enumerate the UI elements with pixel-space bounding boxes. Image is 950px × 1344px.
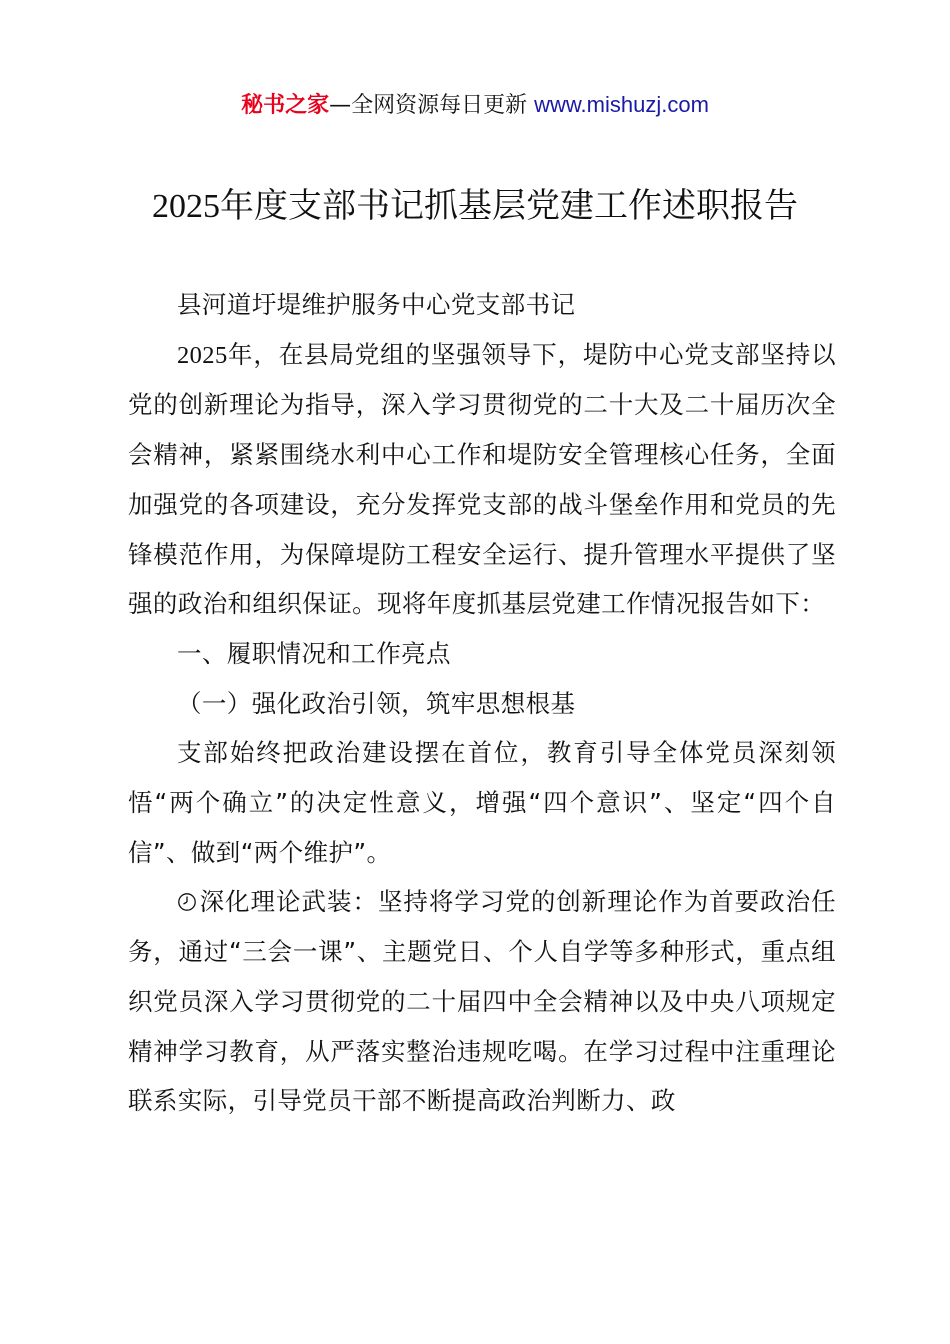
title-year: 2025: [152, 188, 220, 225]
item-text: 深化理论武装：坚持将学习党的创新理论作为首要政治任务，通过“三会一课”、主题党日、个人自学等多种形式，重点组织党员深入学习贯彻党的二十届四中全会精神以及中央八项规定精神学习教育，从严落实整治违规吃喝。在学习过程中注重理论联系实际，引导党员干部不断提高政治判断力、政: [128, 887, 836, 1116]
intro-year: 2025: [177, 341, 228, 369]
document-body: [128, 280, 836, 1126]
brand-name: 秘书之家: [241, 93, 330, 118]
intro-paragraph: [128, 330, 836, 629]
title-text: 年度支部书记抓基层党建工作述职报告: [220, 186, 798, 226]
item-paragraph: [128, 877, 836, 1126]
header-tagline: —全网资源每日更新: [329, 93, 535, 118]
clock-icon: [177, 892, 197, 912]
intro-text: 年，在县局党组的坚强领导下，堤防中心党支部坚持以党的创新理论为指导，深入学习贯彻党的二十大及二十届历次全会精神，紧紧围绕水利中心工作和堤防安全管理核心任务，全面加强党的各项建设，充分发挥党支部的战斗堡垒作用和党员的先锋模范作用，为保障堤防工程安全运行、提升管理水平提供了坚强的政治和组织保证。现将年度抓基层党建工作情况报告如下：: [128, 339, 836, 619]
subsection-intro-paragraph: 支部始终把政治建设摆在首位，教育引导全体党员深刻领悟“两个确立”的决定性意义，增强“四个意识”、坚定“四个自信”、做到“两个维护”。: [128, 738, 836, 867]
subsection-heading: （一）强化政治引领，筑牢思想根基: [177, 688, 576, 718]
site-url-link[interactable]: www.mishuzj.com: [534, 92, 709, 117]
document-title: [0, 180, 950, 233]
site-header: [0, 88, 950, 123]
author-line: 县河道圩堤维护服务中心党支部书记: [177, 290, 576, 319]
section-heading: 一、履职情况和工作亮点: [177, 638, 451, 668]
